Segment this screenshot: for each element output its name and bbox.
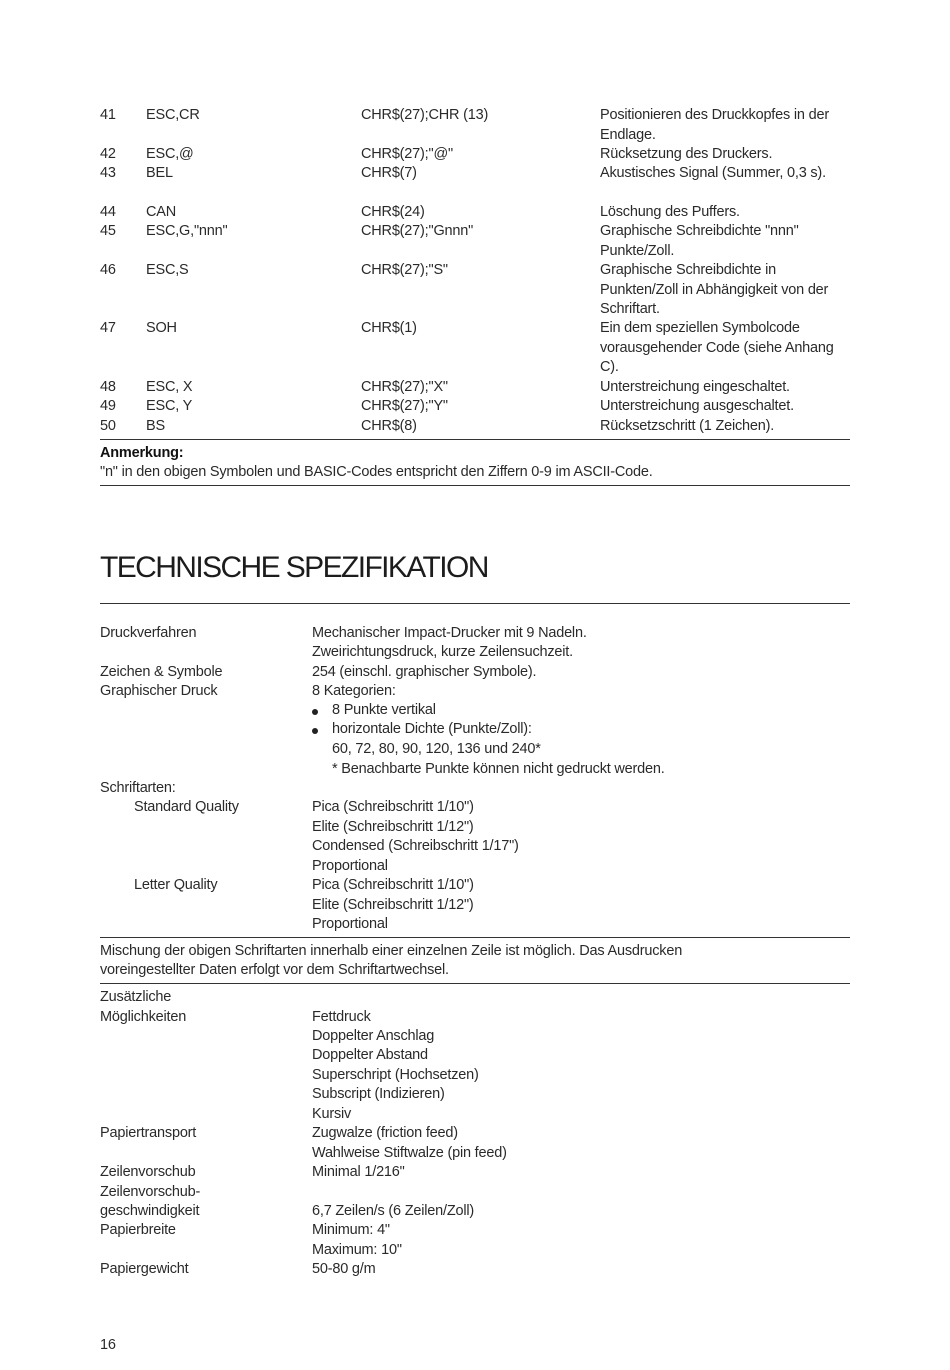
code-keys: ESC,CR	[146, 107, 200, 123]
spec-label: Schriftarten:	[100, 780, 176, 796]
spec-value: Condensed (Schreibschritt 1/17")	[312, 838, 519, 854]
divider	[100, 983, 850, 984]
code-number: 43	[100, 165, 116, 181]
code-number: 41	[100, 107, 116, 123]
code-keys: BEL	[146, 165, 173, 181]
code-number: 42	[100, 146, 116, 162]
divider	[100, 485, 850, 486]
spec-value: Doppelter Anschlag	[312, 1028, 435, 1044]
spec-label: Druckverfahren	[100, 625, 197, 641]
spec-value: Fettdruck	[312, 1009, 371, 1025]
spec-label: Papierbreite	[100, 1222, 176, 1238]
code-number: 49	[100, 398, 116, 414]
spec-label: Graphischer Druck	[100, 683, 218, 699]
spec-value: Maximum: 10"	[312, 1242, 402, 1258]
code-keys: SOH	[146, 320, 177, 336]
spec-label: Papiertransport	[100, 1125, 197, 1141]
code-number: 45	[100, 223, 116, 239]
code-number: 47	[100, 320, 116, 336]
code-function: Graphische Schreibdichte in Punkten/Zoll in Abhängigkeit von der Schriftart.	[600, 262, 829, 317]
divider	[100, 603, 850, 604]
basic-code: CHR$(27);"Gnnn"	[361, 223, 474, 239]
spec-value: Kursiv	[312, 1106, 352, 1122]
basic-code: CHR$(27);"@"	[361, 146, 453, 162]
spec-label: Zusätzliche	[100, 989, 172, 1005]
code-keys: ESC,S	[146, 262, 189, 278]
code-function: Unterstreichung eingeschaltet.	[600, 379, 790, 395]
spec-value: Subscript (Indizieren)	[312, 1086, 445, 1102]
basic-code: CHR$(1)	[361, 320, 417, 336]
spec-value: Superschript (Hochsetzen)	[312, 1067, 479, 1083]
code-keys: ESC, Y	[146, 398, 193, 414]
spec-note: Mischung der obigen Schriftarten innerhalb einer einzelnen Zeile ist möglich. Das Ausdrucken	[100, 943, 683, 959]
footnote: * Benachbarte Punkte können nicht gedruckt werden.	[332, 761, 665, 777]
spec-label: Zeilenvorschub-	[100, 1184, 201, 1200]
note-title: Anmerkung:	[100, 445, 184, 461]
spec-value: Pica (Schreibschritt 1/10")	[312, 799, 474, 815]
code-keys: ESC, X	[146, 379, 193, 395]
code-function: Akustisches Signal (Summer, 0,3 s).	[600, 165, 826, 181]
spec-value: Doppelter Abstand	[312, 1047, 428, 1063]
code-function: Rücksetzung des Druckers.	[600, 146, 773, 162]
basic-code: CHR$(7)	[361, 165, 417, 181]
spec-label: Papiergewicht	[100, 1261, 189, 1277]
code-function: Graphische Schreibdichte "nnn" Punkte/Zoll.	[600, 223, 799, 259]
code-number: 46	[100, 262, 116, 278]
page-number: 16	[100, 1337, 116, 1353]
basic-code: CHR$(8)	[361, 418, 417, 434]
spec-value: horizontale Dichte (Punkte/Zoll):	[332, 721, 532, 737]
spec-value: Elite (Schreibschritt 1/12")	[312, 819, 474, 835]
basic-code: CHR$(24)	[361, 204, 425, 220]
spec-value: Zugwalze (friction feed)	[312, 1125, 458, 1141]
code-keys: ESC,G,"nnn"	[146, 223, 228, 239]
spec-value: Proportional	[312, 858, 388, 874]
code-function: Ein dem speziellen Symbolcode vorausgehender Code (siehe Anhang C).	[600, 320, 834, 375]
basic-code: CHR$(27);CHR (13)	[361, 107, 489, 123]
spec-label: Möglichkeiten	[100, 1009, 187, 1025]
bullet-icon	[312, 728, 318, 734]
code-number: 50	[100, 418, 116, 434]
code-keys: ESC,@	[146, 146, 194, 162]
divider	[100, 439, 850, 440]
code-keys: CAN	[146, 204, 177, 220]
basic-code: CHR$(27);"S"	[361, 262, 448, 278]
code-number: 44	[100, 204, 116, 220]
spec-value: 254 (einschl. graphischer Symbole).	[312, 664, 537, 680]
code-function: Rücksetzschritt (1 Zeichen).	[600, 418, 775, 434]
spec-label: geschwindigkeit	[100, 1203, 200, 1219]
basic-code: CHR$(27);"Y"	[361, 398, 448, 414]
spec-value: 8 Kategorien:	[312, 683, 396, 699]
note-text: "n" in den obigen Symbolen und BASIC-Codes entspricht den Ziffern 0-9 im ASCII-Code.	[100, 464, 653, 480]
spec-value: Minimal 1/216"	[312, 1164, 405, 1180]
bullet-icon	[312, 709, 318, 715]
spec-value: 8 Punkte vertikal	[332, 702, 436, 718]
basic-code: CHR$(27);"X"	[361, 379, 448, 395]
code-number: 48	[100, 379, 116, 395]
spec-note: voreingestellter Daten erfolgt vor dem Schriftartwechsel.	[100, 962, 449, 978]
code-keys: BS	[146, 418, 165, 434]
spec-value: Wahlweise Stiftwalze (pin feed)	[312, 1145, 507, 1161]
spec-value: Mechanischer Impact-Drucker mit 9 Nadeln.	[312, 625, 587, 641]
spec-value: 6,7 Zeilen/s (6 Zeilen/Zoll)	[312, 1203, 475, 1219]
spec-label: Letter Quality	[134, 877, 218, 893]
spec-label: Zeichen & Symbole	[100, 664, 223, 680]
section-heading: TECHNISCHE SPEZIFIKATION	[100, 551, 488, 584]
spec-value: Elite (Schreibschritt 1/12")	[312, 897, 474, 913]
spec-value: 50-80 g/m	[312, 1261, 376, 1277]
spec-value: 60, 72, 80, 90, 120, 136 und 240*	[332, 741, 541, 757]
spec-label: Zeilenvorschub	[100, 1164, 196, 1180]
code-function: Positionieren des Druckkopfes in der Endlage.	[600, 107, 829, 143]
code-function: Unterstreichung ausgeschaltet.	[600, 398, 794, 414]
divider	[100, 937, 850, 938]
spec-value: Pica (Schreibschritt 1/10")	[312, 877, 474, 893]
spec-value: Proportional	[312, 916, 388, 932]
spec-value: Zweirichtungsdruck, kurze Zeilensuchzeit.	[312, 644, 573, 660]
spec-value: Minimum: 4"	[312, 1222, 390, 1238]
code-function: Löschung des Puffers.	[600, 204, 740, 220]
spec-label: Standard Quality	[134, 799, 239, 815]
